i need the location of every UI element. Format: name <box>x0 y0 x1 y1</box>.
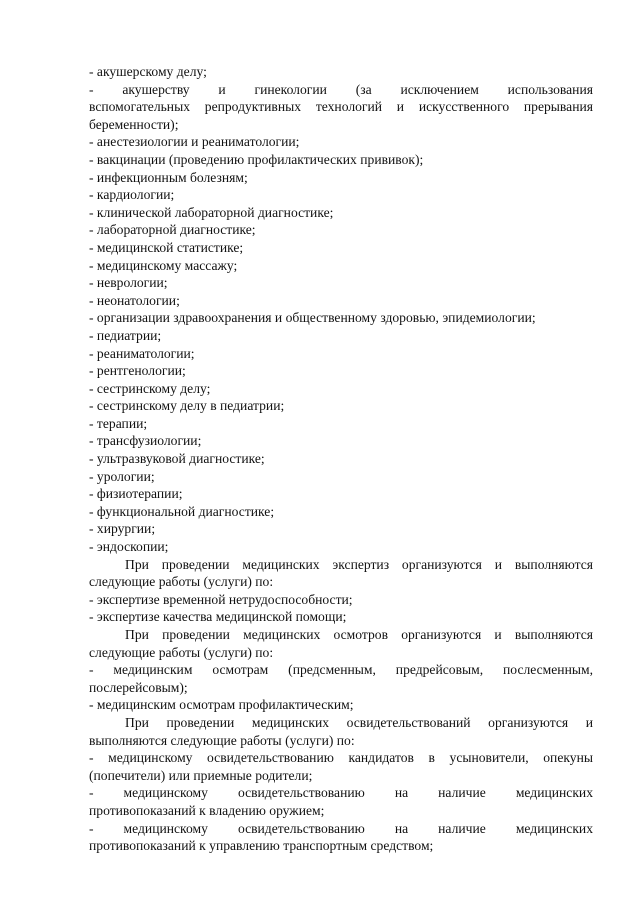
text-line: - акушерству и гинекологии (за исключением использования <box>89 81 593 97</box>
text-line: - реаниматологии; <box>89 345 195 361</box>
text-line: - медицинскому массажу; <box>89 257 238 273</box>
text-line: (попечители) или приемные родители; <box>89 767 313 783</box>
text-line: - ультразвуковой диагностике; <box>89 451 265 467</box>
text-line: - неврологии; <box>89 275 168 291</box>
text-line: - лабораторной диагностике; <box>89 222 256 238</box>
text-line: - медицинскому освидетельствованию кандидатов в усыновители, опекуны <box>89 750 593 766</box>
text-line: - клинической лабораторной диагностике; <box>89 204 334 220</box>
text-line: выполняются следующие работы (услуги) по: <box>89 732 355 748</box>
text-line: - терапии; <box>89 415 148 431</box>
text-line: - экспертизе качества медицинской помощи; <box>89 609 347 625</box>
text-line: - сестринскому делу; <box>89 380 211 396</box>
paragraph-first-line: При проведении медицинских экспертиз организуются и выполняются <box>125 556 593 572</box>
text-line: - эндоскопии; <box>89 539 169 555</box>
text-line: - рентгенологии; <box>89 363 186 379</box>
text-line: противопоказаний к управлению транспортным средством; <box>89 838 434 854</box>
text-line: - медицинскому освидетельствованию на наличие медицинских <box>89 785 593 801</box>
paragraph-first-line: При проведении медицинских освидетельствований организуются и <box>125 714 593 730</box>
text-line: - акушерскому делу; <box>89 64 207 79</box>
text-line: - вакцинации (проведению профилактических прививок); <box>89 151 424 167</box>
text-line: - организации здравоохранения и общественному здоровью, эпидемиологии; <box>89 310 536 326</box>
text-line: - физиотерапии; <box>89 486 183 502</box>
text-line: - экспертизе временной нетрудоспособности; <box>89 591 353 607</box>
text-line: - медицинским осмотрам (предсменным, предрейсовым, послесменным, <box>89 662 593 678</box>
paragraph-first-line: При проведении медицинских осмотров организуются и выполняются <box>125 627 593 642</box>
text-line: - анестезиологии и реаниматологии; <box>89 134 300 150</box>
text-line: - кардиологии; <box>89 187 175 203</box>
document-page <box>89 63 593 855</box>
text-line: - медицинскому освидетельствованию на наличие медицинских <box>89 820 593 836</box>
text-line: - медицинской статистике; <box>89 239 244 255</box>
text-line: - хирургии; <box>89 521 156 537</box>
text-line: следующие работы (услуги) по: <box>89 644 274 660</box>
text-line: - урологии; <box>89 468 155 484</box>
text-line: следующие работы (услуги) по: <box>89 574 274 590</box>
text-line: - инфекционным болезням; <box>89 169 248 185</box>
text-line: вспомогательных репродуктивных технологий и искусственного прерывания <box>89 99 593 115</box>
text-line: - педиатрии; <box>89 327 162 343</box>
text-line: - трансфузиологии; <box>89 433 202 449</box>
text-line: - неонатологии; <box>89 292 180 308</box>
text-line: противопоказаний к владению оружием; <box>89 802 325 818</box>
text-line: беременности); <box>89 116 179 132</box>
text-line: - сестринскому делу в педиатрии; <box>89 398 285 414</box>
text-line: - функциональной диагностике; <box>89 503 275 519</box>
text-line: - медицинским осмотрам профилактическим; <box>89 697 354 713</box>
text-line: послерейсовым); <box>89 679 188 695</box>
